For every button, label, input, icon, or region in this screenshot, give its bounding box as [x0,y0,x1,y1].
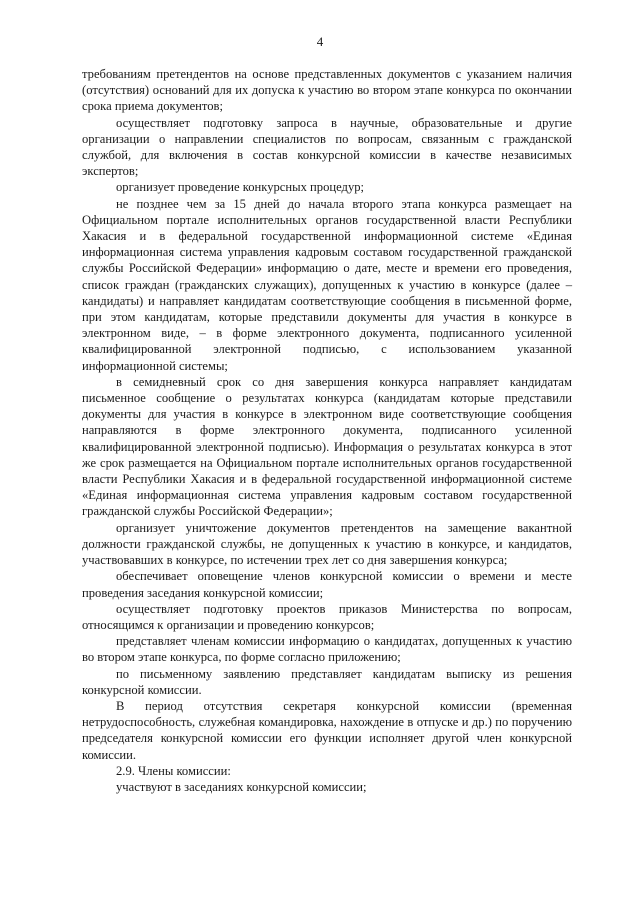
document-body [82,66,572,795]
paragraph: обеспечивает оповещение членов конкурсной комиссии о времени и месте проведения заседания конкурсной комиссии; [82,569,572,600]
paragraph: требованиям претендентов на основе представленных документов с указанием наличия (отсутствия) оснований для их допуска к участию во втором этапе конкурса по окончании срока приема документов; [82,67,572,114]
paragraph: организует проведение конкурсных процедур; [116,180,365,195]
paragraph: представляет членам комиссии информацию о кандидатах, допущенных к участию во втором этапе конкурса, по форме согласно приложению; [82,634,572,665]
section-heading: 2.9. Члены комиссии: [116,763,231,778]
paragraph: в семидневный срок со дня завершения конкурса направляет кандидатам письменное сообщение о результатах конкурса (кандидатам которые представили документы для участия в конкурсе в электронном виде соответствующие сообщения направляются в форме электронного документа, подписанного усиленной квалифицированной электронной подписью). Информация о результатах конкурса в этот же срок размещается на Официальном портале исполнительных органов государственной власти Республики Хакасия и в федеральной государственной информационной системе «Единая информационная система управления кадровым составом государственной гражданской службы Российской Федерации»; [82,374,572,519]
paragraph: осуществляет подготовку запроса в научные, образовательные и другие организации о направлении специалистов по вопросам, связанным с гражданской службой, для включения в состав конкурсной комиссии в качестве независимых экспертов; [82,115,572,179]
paragraph: участвуют в заседаниях конкурсной комиссии; [116,779,367,794]
paragraph: организует уничтожение документов претендентов на замещение вакантной должности гражданской службы, не допущенных к участию в конкурсе, и кандидатов, участвовавших в конкурсе, по истечении трех лет со дня завершения конкурса; [82,520,572,568]
paragraph: по письменному заявлению представляет кандидатам выписку из решения конкурсной комиссии. [82,666,572,697]
page-number: 4 [316,34,324,49]
paragraph: не позднее чем за 15 дней до начала второго этапа конкурса размещает на Официальном портале исполнительных органов государственной власти Республики Хакасия и в федеральной государственной информационной системе «Единая информационная система управления кадровым составом государственной гражданской службы Российской Федерации» информацию о дате, месте и времени его проведения, список граждан (гражданских служащих), допущенных к участию в конкурсе (далее – кандидаты) и направляет кандидатам соответствующие сообщения в письменной форме, при этом кандидатам, которые представили документы для участия в конкурсе в электронном виде, – в форме электронного документа, подписанного усиленной квалифицированной электронной подписью, с использованием указанной информационной системы; [82,196,572,373]
paragraph: осуществляет подготовку проектов приказов Министерства по вопросам, относящимся к организации и проведению конкурсов; [82,601,572,632]
paragraph: В период отсутствия секретаря конкурсной комиссии (временная нетрудоспособность, служебная командировка, нахождение в отпуске и др.) по поручению председателя конкурсной комиссии его функции исполняет другой член конкурсной комиссии. [82,698,572,762]
